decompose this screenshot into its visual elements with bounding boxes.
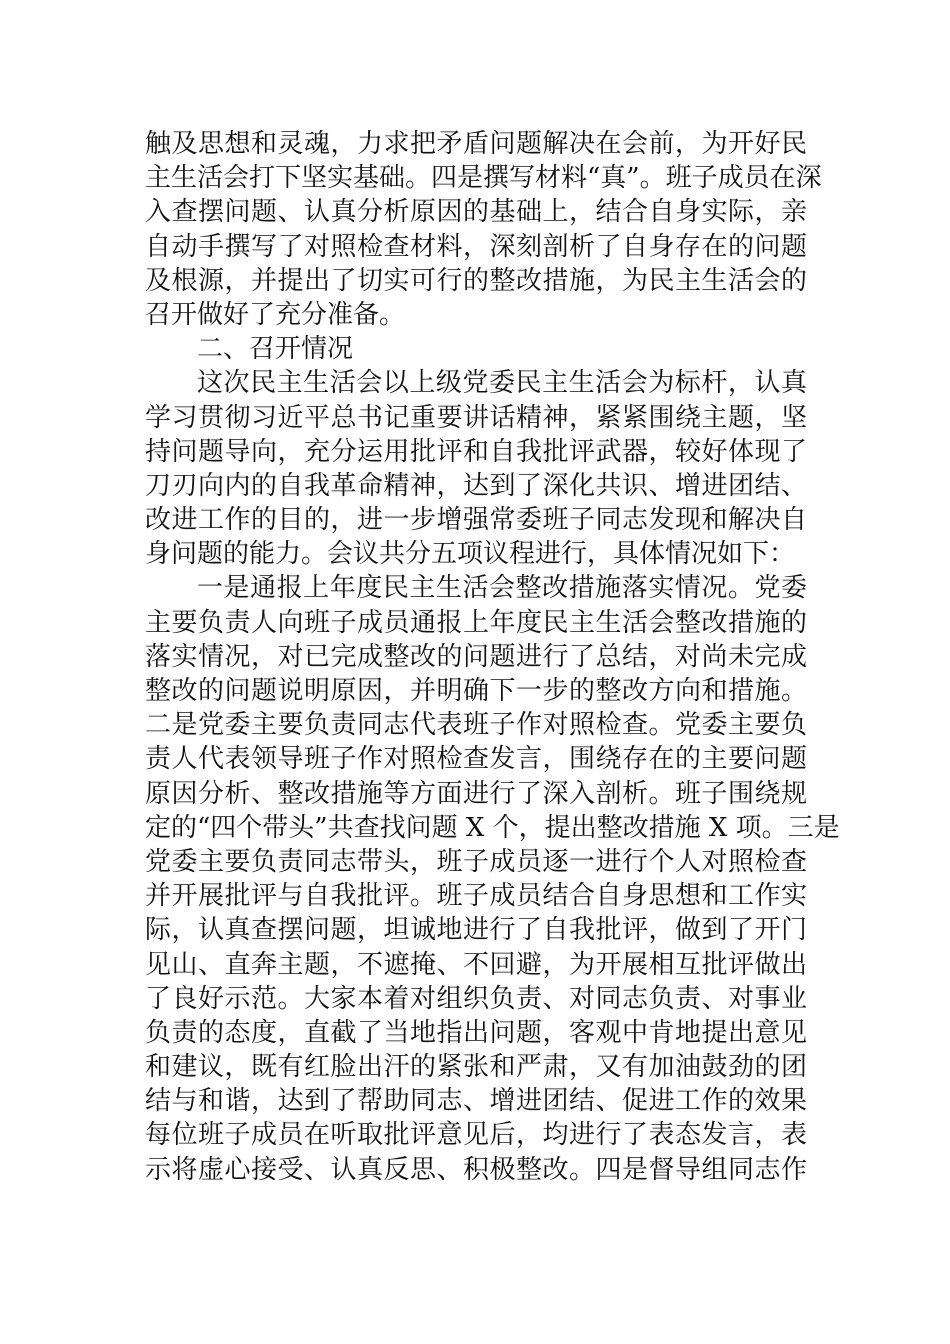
- body-line: 际，认真查摆问题，坦诚地进行了自我批评，做到了开门: [145, 915, 807, 946]
- body-line: 见山、直奔主题，不遮掩、不回避，为开展相互批评做出: [145, 949, 807, 980]
- body-line: 了良好示范。大家本着对组织负责、对同志负责、对事业: [145, 983, 807, 1014]
- body-line: 负责的态度，直截了当地指出问题，客观中肯地提出意见: [145, 1017, 807, 1048]
- body-line: 党委主要负责同志带头，班子成员逐一进行个人对照检查: [145, 846, 807, 877]
- body-line: 主要负责人向班子成员通报上年度民主生活会整改措施的: [145, 607, 807, 638]
- body-line: 和建议，既有红脸出汗的紧张和严肃，又有加油鼓劲的团: [145, 1052, 807, 1083]
- body-line: 并开展批评与自我批评。班子成员结合自身思想和工作实: [145, 881, 807, 912]
- body-line: 结与和谐，达到了帮助同志、增进团结、促进工作的效果: [145, 1086, 807, 1117]
- body-line: 身问题的能力。会议共分五项议程进行，具体情况如下：: [145, 539, 796, 570]
- body-line: 每位班子成员在听取批评意见后，均进行了表态发言，表: [145, 1120, 807, 1151]
- body-line: 召开做好了充分准备。: [145, 299, 406, 330]
- body-line: 落实情况，对已完成整改的问题进行了总结，对尚未完成: [145, 641, 807, 672]
- body-line: 刀刃向内的自我革命精神，达到了深化共识、增进团结、: [145, 470, 807, 501]
- body-line: 学习贯彻习近平总书记重要讲话精神，紧紧围绕主题，坚: [145, 402, 807, 433]
- body-line: 责人代表领导班子作对照检查发言，围绕存在的主要问题: [145, 744, 807, 775]
- body-line: 原因分析、整改措施等方面进行了深入剖析。班子围绕规: [145, 778, 807, 809]
- body-line: 整改的问题说明原因，并明确下一步的整改方向和措施。: [145, 676, 807, 706]
- body-line: 定的“四个带头”共查找问题 X 个，提出整改措施 X 项。三是: [145, 812, 840, 843]
- section-heading: 二、召开情况: [197, 334, 354, 365]
- body-line: 自动手撰写了对照检查材料，深刻剖析了自身存在的问题: [145, 231, 807, 262]
- body-line: 这次民主生活会以上级党委民主生活会为标杆，认真: [197, 368, 807, 399]
- body-line: 主生活会打下坚实基础。四是撰写材料“真”。班子成员在深: [145, 163, 822, 194]
- body-line: 示将虚心接受、认真反思、积极整改。四是督导组同志作: [145, 1154, 807, 1185]
- body-line: 改进工作的目的，进一步增强常委班子同志发现和解决自: [145, 505, 807, 536]
- body-line: 持问题导向，充分运用批评和自我批评武器，较好体现了: [145, 436, 807, 467]
- body-line: 入查摆问题、认真分析原因的基础上，结合自身实际，亲: [145, 197, 807, 228]
- document-body: [145, 127, 840, 1187]
- body-line: 二是党委主要负责同志代表班子作对照检查。党委主要负: [145, 710, 807, 741]
- body-line: 及根源，并提出了切实可行的整改措施，为民主生活会的: [145, 265, 807, 296]
- body-line: 触及思想和灵魂，力求把矛盾问题解决在会前，为开好民: [145, 129, 807, 159]
- body-line: 一是通报上年度民主生活会整改措施落实情况。党委: [197, 573, 807, 604]
